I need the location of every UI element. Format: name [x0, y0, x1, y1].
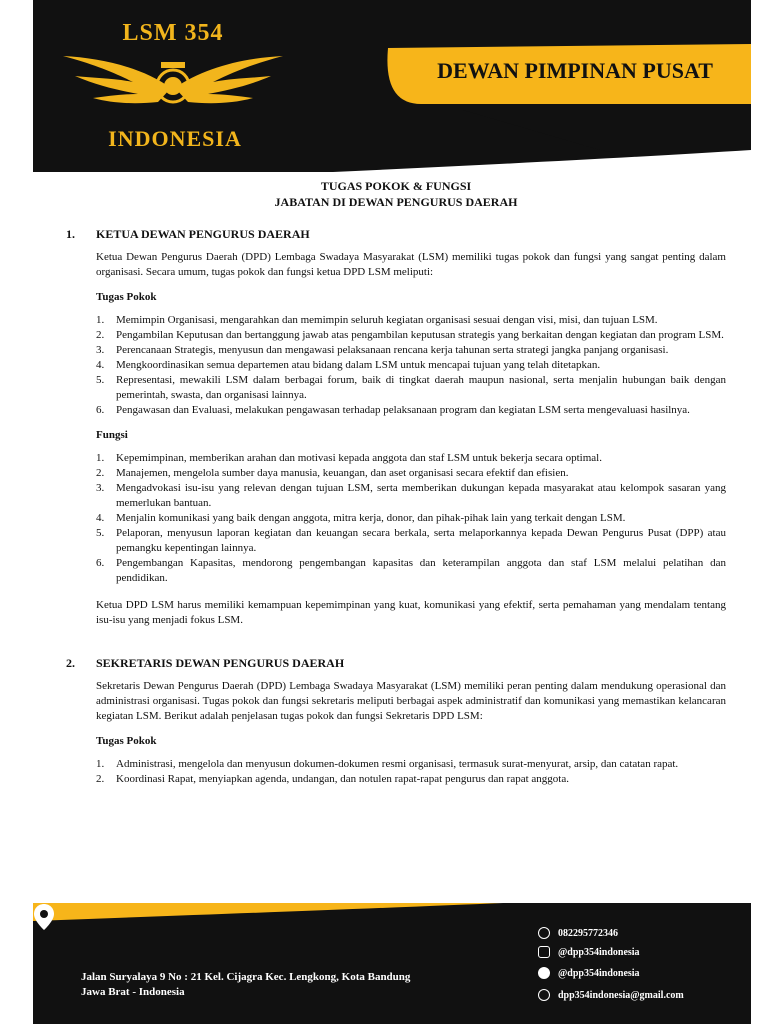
- document-title-line2: JABATAN DI DEWAN PENGURUS DAERAH: [274, 195, 518, 209]
- item-number: 5.: [96, 374, 105, 386]
- item-text: Koordinasi Rapat, menyiapkan agenda, undangan, dan notulen rapat-rapat pengurus dan rapat anggota.: [116, 773, 569, 785]
- contact-instagram: [538, 946, 640, 958]
- item-number: 3.: [96, 482, 105, 494]
- section-1-fungsi-label: Fungsi: [96, 429, 128, 441]
- facebook-handle: @dpp354indonesia: [558, 967, 640, 979]
- footer-address: [81, 970, 461, 1000]
- item-number: 6.: [96, 404, 105, 416]
- list-item: [96, 373, 726, 403]
- list-item: [96, 481, 726, 511]
- item-number: 6.: [96, 557, 105, 569]
- letterhead-footer: [33, 903, 751, 1024]
- item-text: Pengawasan dan Evaluasi, melakukan pengawasan terhadap pelaksanaan program dan kegiatan LSM serta mengevaluasi hasilnya.: [116, 404, 690, 416]
- item-text: Representasi, mewakili LSM dalam berbagai forum, baik di tingkat daerah maupun nasional, serta menjalin hubungan baik dengan pemerintah, swasta, dan organisasi lainnya.: [116, 374, 726, 401]
- section-2-tugas-label: Tugas Pokok: [96, 735, 157, 747]
- section-1-closing: Ketua DPD LSM harus memiliki kemampuan kepemimpinan yang kuat, komunikasi yang efektif, serta pemahaman yang mendalam tentang isu-isu yang menjadi fokus LSM.: [96, 599, 726, 626]
- document-body: [66, 178, 726, 787]
- address-line-1: Jalan Suryalaya 9 No : 21 Kel. Cijagra Kec. Lengkong, Kota Bandung: [81, 971, 411, 983]
- section-2-heading: [66, 656, 726, 671]
- section-2-intro: Sekretaris Dewan Pengurus Daerah (DPD) Lembaga Swadaya Masyarakat (LSM) memiliki peran penting dalam mendukung operasional dan administrasi organisasi. Tugas pokok dan fungsi sekretaris meliputi berbagai aspek administratif dan komunikasi yang memastikan kelancaran kegiatan LSM. Berikut adalah penjelasan tugas pokok dan fungsi Sekretaris DPD LSM:: [96, 680, 726, 722]
- list-item: [96, 466, 726, 481]
- letterhead-header: [33, 0, 751, 172]
- item-number: 2.: [96, 329, 105, 341]
- item-number: 2.: [96, 467, 105, 479]
- document-page: [33, 0, 751, 1024]
- list-item: [96, 451, 726, 466]
- item-text: Kepemimpinan, memberikan arahan dan motivasi kepada anggota dan staf LSM untuk bekerja secara optimal.: [116, 452, 602, 464]
- list-item: [96, 343, 726, 358]
- item-text: Administrasi, mengelola dan menyusun dokumen-dokumen resmi organisasi, termasuk surat-menyurat, arsip, dan catatan rapat.: [116, 758, 679, 770]
- section-1-fungsi-list: [66, 451, 726, 586]
- item-text: Mengkoordinasikan semua departemen atau bidang dalam LSM untuk mencapai tujuan yang telah ditetapkan.: [116, 359, 601, 371]
- contact-email: [538, 989, 684, 1001]
- item-number: 4.: [96, 512, 105, 524]
- contact-whatsapp: [538, 927, 618, 939]
- logo-top-text: LSM 354: [122, 20, 224, 46]
- section-1-heading: [66, 227, 726, 242]
- email-icon: [538, 989, 550, 1001]
- section-number: 1.: [66, 227, 75, 241]
- section-title: SEKRETARIS DEWAN PENGURUS DAERAH: [96, 656, 345, 670]
- wings-emblem-icon: [53, 48, 293, 118]
- list-item: [96, 313, 726, 328]
- item-text: Menjalin komunikasi yang baik dengan anggota, mitra kerja, donor, dan pihak-pihak lain yang terkait dengan LSM.: [116, 512, 626, 524]
- item-text: Perencanaan Strategis, menyusun dan mengawasi pelaksanaan rencana kerja tahunan serta strategi jangka panjang organisasi.: [116, 344, 669, 356]
- facebook-icon: [538, 967, 550, 979]
- item-text: Pengambilan Keputusan dan bertanggung jawab atas pengambilan keputusan strategis yang berkaitan dengan kegiatan dan program LSM.: [116, 329, 724, 341]
- header-title: DEWAN PIMPINAN PUSAT: [437, 58, 713, 83]
- item-text: Manajemen, mengelola sumber daya manusia, keuangan, dan aset organisasi secara efektif dan efisien.: [116, 467, 569, 479]
- document-title-line1: TUGAS POKOK & FUNGSI: [320, 179, 472, 193]
- instagram-handle: @dpp354indonesia: [558, 946, 640, 958]
- whatsapp-number: 082295772346: [558, 927, 618, 939]
- list-item: [96, 403, 726, 418]
- item-number: 1.: [96, 314, 105, 326]
- section-1-tugas-label: Tugas Pokok: [96, 291, 157, 303]
- section-1-tugas-list: [66, 313, 726, 418]
- item-number: 1.: [96, 452, 105, 464]
- item-number: 1.: [96, 758, 105, 770]
- list-item: [96, 328, 726, 343]
- item-text: Mengadvokasi isu-isu yang relevan dengan tujuan LSM, serta memberikan dukungan kepada masyarakat atau kelompok sasaran yang memerlukan bantuan.: [116, 482, 726, 509]
- address-line-2: Jawa Brat - Indonesia: [81, 986, 185, 998]
- item-number: 4.: [96, 359, 105, 371]
- email-address: dpp354indonesia@gmail.com: [558, 989, 684, 1001]
- item-number: 5.: [96, 527, 105, 539]
- item-text: Pengembangan Kapasitas, mendorong pengembangan kapasitas dan keterampilan anggota dan staf LSM melalui pelatihan dan pendidikan.: [116, 557, 726, 584]
- section-2-tugas-list: [66, 757, 726, 787]
- item-number: 2.: [96, 773, 105, 785]
- section-1-intro: Ketua Dewan Pengurus Daerah (DPD) Lembaga Swadaya Masyarakat (LSM) memiliki tugas pokok dan fungsi yang sangat penting dalam organisasi. Secara umum, tugas pokok dan fungsi ketua DPD LSM meliputi:: [96, 251, 726, 278]
- list-item: [96, 772, 726, 787]
- section-number: 2.: [66, 656, 75, 670]
- item-number: 3.: [96, 344, 105, 356]
- logo-bottom-text: INDONESIA: [108, 126, 242, 151]
- list-item: [96, 757, 726, 772]
- list-item: [96, 358, 726, 373]
- list-item: [96, 556, 726, 586]
- item-text: Memimpin Organisasi, mengarahkan dan memimpin seluruh kegiatan organisasi sesuai dengan visi, misi, dan tujuan LSM.: [116, 314, 658, 326]
- whatsapp-icon: [538, 927, 550, 939]
- section-title: KETUA DEWAN PENGURUS DAERAH: [96, 227, 310, 241]
- instagram-icon: [538, 946, 550, 958]
- location-pin-icon: [33, 903, 55, 931]
- contact-facebook: [538, 967, 640, 979]
- list-item: [96, 526, 726, 556]
- item-text: Pelaporan, menyusun laporan kegiatan dan keuangan secara berkala, serta melaporkannya kepada Dewan Pengurus Pusat (DPP) atau pemangku kepentingan lainnya.: [116, 527, 726, 554]
- footer-background: [33, 903, 751, 1024]
- list-item: [96, 511, 726, 526]
